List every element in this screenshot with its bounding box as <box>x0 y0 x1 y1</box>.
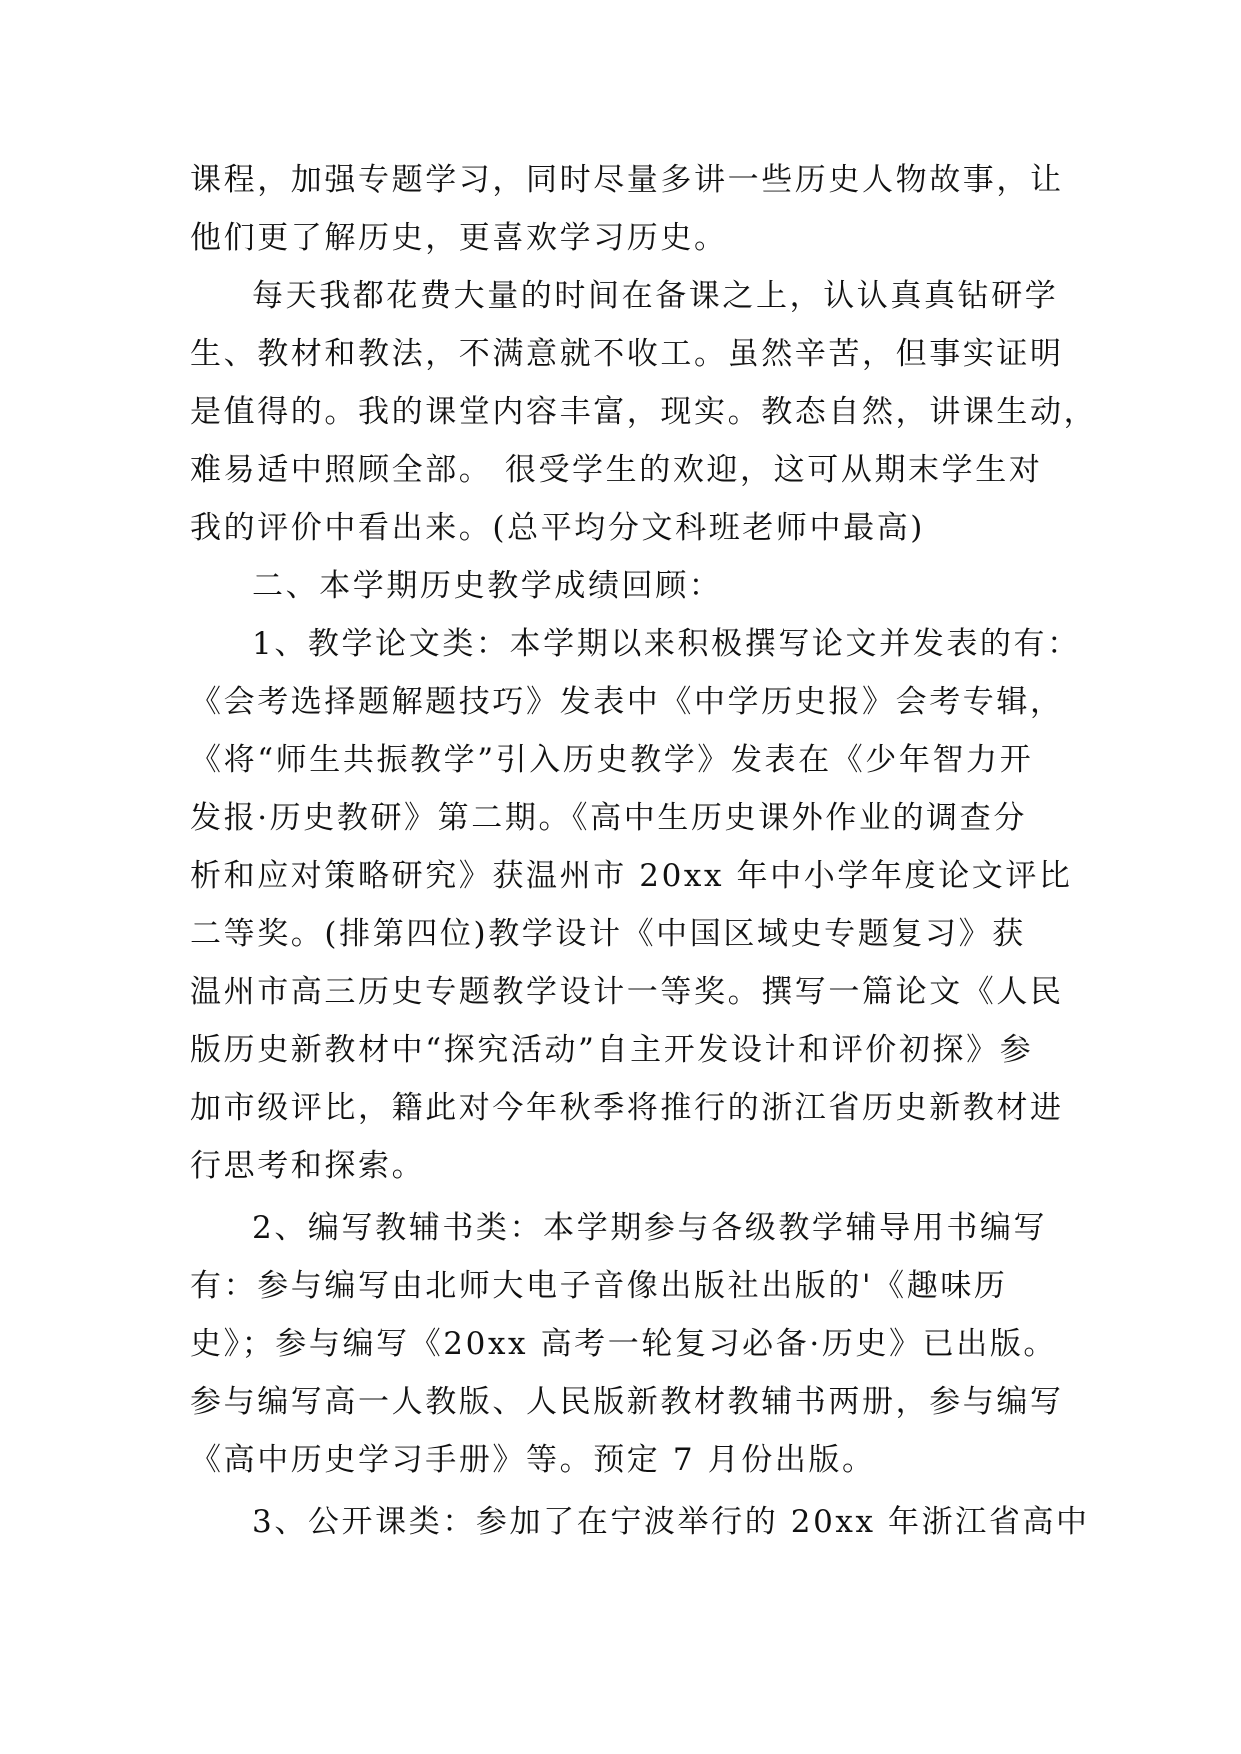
text-line: 有：参与编写由北师大电子音像出版社出版的'《趣味历 <box>190 1268 1008 1304</box>
text-line: 生、教材和教法，不满意就不收工。虽然辛苦，但事实证明 <box>190 336 1064 372</box>
text-line: 行思考和探索。 <box>190 1148 426 1184</box>
text-line: 史》；参与编写《20xx 高考一轮复习必备·历史》已出版。 <box>190 1326 1058 1362</box>
text-line: 难易适中照顾全部。 很受学生的欢迎，这可从期末学生对 <box>190 452 1043 488</box>
text-line: 参与编写高一人教版、人民版新教材教辅书两册，参与编写 <box>190 1384 1064 1420</box>
text-line: 《会考选择题解题技巧》发表中《中学历史报》会考专辑， <box>190 684 1064 720</box>
text-line: 版历史新教材中“探究活动”自主开发设计和评价初探》参 <box>190 1032 1034 1068</box>
text-line: 《高中历史学习手册》等。预定 7 月份出版。 <box>190 1442 876 1478</box>
text-line: 2、编写教辅书类：本学期参与各级教学辅导用书编写 <box>252 1210 1048 1246</box>
text-line: 我的评价中看出来。(总平均分文科班老师中最高) <box>190 510 925 546</box>
text-line: 加市级评比，籍此对今年秋季将推行的浙江省历史新教材进 <box>190 1090 1064 1126</box>
text-line: 1、教学论文类：本学期以来积极撰写论文并发表的有： <box>252 626 1081 662</box>
text-line: 每天我都花费大量的时间在备课之上，认认真真钻研学 <box>252 278 1059 314</box>
text-line: 析和应对策略研究》获温州市 20xx 年中小学年度论文评比 <box>190 858 1073 894</box>
text-line: 发报·历史教研》第二期。《高中生历史课外作业的调查分 <box>190 800 1027 836</box>
text-line: 温州市高三历史专题教学设计一等奖。撰写一篇论文《人民 <box>190 974 1064 1010</box>
section-heading: 二、本学期历史教学成绩回顾： <box>252 568 723 604</box>
text-line: 3、公开课类：参加了在宁波举行的 20xx 年浙江省高中 <box>252 1504 1090 1540</box>
text-line: 《将“师生共振教学”引入历史教学》发表在《少年智力开 <box>190 742 1034 778</box>
text-line: 二等奖。(排第四位)教学设计《中国区域史专题复习》获 <box>190 916 1026 952</box>
text-line: 他们更了解历史，更喜欢学习历史。 <box>190 220 728 256</box>
text-line: 是值得的。我的课堂内容丰富，现实。教态自然，讲课生动， <box>190 394 1098 430</box>
text-line: 课程，加强专题学习，同时尽量多讲一些历史人物故事，让 <box>190 162 1064 198</box>
